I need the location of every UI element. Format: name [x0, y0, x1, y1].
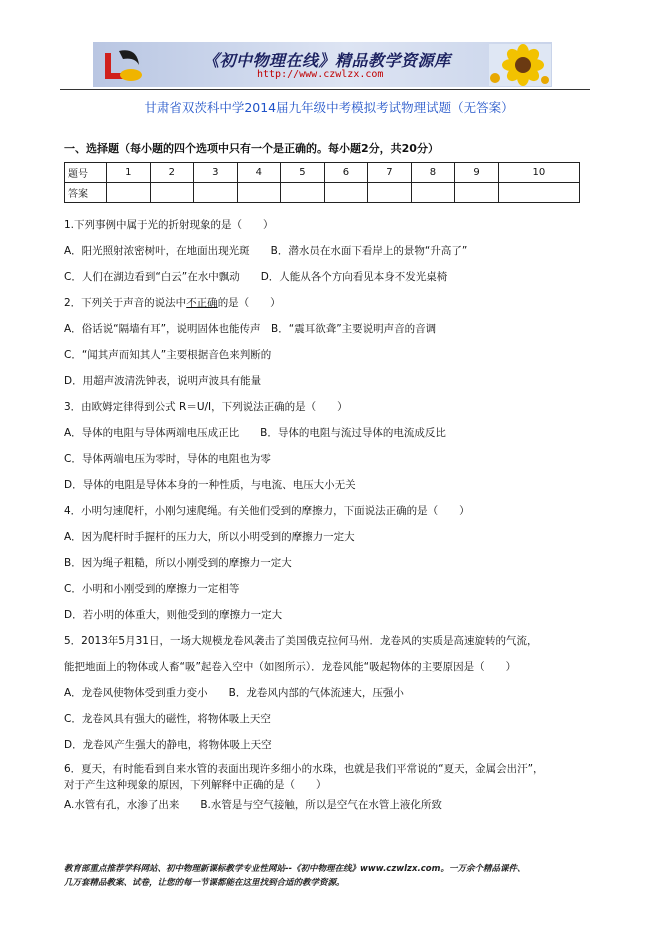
banner-url[interactable]: http://www.czwlzx.com: [257, 69, 384, 80]
answer-cell[interactable]: [411, 183, 455, 203]
q5-stem-line1: 5．2013年5月31日，一场大规模龙卷风袭击了美国俄克拉何马州．龙卷风的实质是高速旋转的气流，: [64, 635, 538, 647]
q6-stem-line1: 6．夏天，有时能看到自来水管的表面出现许多细小的水珠，也就是我们平常说的“夏天，金属会出汗”，: [64, 763, 544, 775]
answer-cell[interactable]: [281, 183, 325, 203]
question-number-cell: 5: [281, 163, 325, 183]
row-label-answer: 答案: [65, 183, 107, 203]
q2-stem-underlined: 不正确: [186, 297, 218, 309]
q4-option-c: C．小明和小刚受到的摩擦力一定相等: [64, 583, 240, 595]
q6-stem-line2: 对于产生这种现象的原因，下列解释中正确的是（ ）: [64, 779, 327, 791]
q2-option-d: D．用超声波清洗钟表，说明声波具有能量: [64, 375, 262, 387]
sunflower-icon: [489, 44, 551, 86]
question-number-cell: 7: [368, 163, 412, 183]
page-footer: [64, 862, 594, 890]
q1-options-cd: C．人们在湖边看到“白云”在水中飘动 D．人能从各个方向看见本身不发光桌椅: [64, 271, 448, 283]
q2-stem-post: 的是（ ）: [217, 297, 281, 309]
header-banner: [93, 42, 552, 87]
answer-table: [64, 162, 580, 203]
answer-cell[interactable]: [498, 183, 579, 203]
q3-option-d: D．导体的电阻是导体本身的一种性质，与电流、电压大小无关: [64, 479, 356, 491]
q5-options-ab: A．龙卷风使物体受到重力变小 B．龙卷风内部的气体流速大，压强小: [64, 687, 404, 699]
banner-title: 《初中物理在线》精品教学资源库: [203, 51, 451, 70]
table-row: [65, 183, 580, 203]
q3-option-c: C．导体两端电压为零时，导体的电阻也为零: [64, 453, 271, 465]
answer-cell[interactable]: [150, 183, 194, 203]
answer-cell[interactable]: [368, 183, 412, 203]
q3-stem: 3．由欧姆定律得到公式 R＝U/I，下列说法正确的是（ ）: [64, 401, 348, 413]
site-logo-icon: [97, 45, 145, 85]
q4-option-a: A．因为爬杆时手握杆的压力大，所以小明受到的摩擦力一定大: [64, 531, 355, 543]
question-number-cell: 4: [237, 163, 281, 183]
q1-options-ab: A．阳光照射浓密树叶，在地面出现光斑 B．潜水员在水面下看岸上的景物“升高了”: [64, 245, 468, 257]
question-number-cell: 1: [107, 163, 151, 183]
question-number-cell: 2: [150, 163, 194, 183]
answer-cell[interactable]: [324, 183, 368, 203]
answer-cell[interactable]: [455, 183, 499, 203]
question-number-cell: 9: [455, 163, 499, 183]
q2-option-c: C．“闻其声而知其人”主要根据音色来判断的: [64, 349, 272, 361]
q5-option-c: C．龙卷风具有强大的磁性，将物体吸上天空: [64, 713, 271, 725]
section-heading: 一、选择题（每小题的四个选项中只有一个是正确的。每小题2分，共20分）: [64, 142, 439, 155]
footer-line-1: 教育部重点推荐学科网站、初中物理新课标教学专业性网站--《初中物理在线》www.czwlzx.com。一万余个精品课件、: [64, 864, 526, 874]
q1-stem: 1.下列事例中属于光的折射现象的是（ ）: [64, 219, 274, 231]
row-label-number: 题号: [65, 163, 107, 183]
header-divider: [60, 89, 590, 90]
table-row: [65, 163, 580, 183]
q5-stem-line2: 能把地面上的物体或人畜“吸”起卷入空中（如图所示）．龙卷风能“吸起物体的主要原因是（ ）: [64, 661, 517, 673]
question-number-cell: 6: [324, 163, 368, 183]
q2-stem-pre: 2．下列关于声音的说法中: [64, 297, 187, 309]
q4-stem: 4．小明匀速爬杆，小刚匀速爬绳。有关他们受到的摩擦力，下面说法正确的是（ ）: [64, 505, 470, 517]
question-number-cell: 10: [498, 163, 579, 183]
q4-option-d: D．若小明的体重大，则他受到的摩擦力一定大: [64, 609, 283, 621]
answer-cell[interactable]: [194, 183, 238, 203]
document-title: 甘肃省双茨科中学2014届九年级中考模拟考试物理试题（无答案）: [144, 100, 514, 115]
q2-stem: [64, 296, 281, 310]
q5-option-d: D．龙卷风产生强大的静电，将物体吸上天空: [64, 739, 272, 751]
question-number-cell: 8: [411, 163, 455, 183]
answer-cell[interactable]: [107, 183, 151, 203]
q2-options-ab: A．俗话说“隔墙有耳”，说明固体也能传声 B．“震耳欲聋”主要说明声音的音调: [64, 323, 437, 335]
q6-options-ab: A.水管有孔，水渗了出来 B.水管是与空气接触，所以是空气在水管上液化所致: [64, 799, 442, 811]
q3-options-ab: A．导体的电阻与导体两端电压成正比 B．导体的电阻与流过导体的电流成反比: [64, 427, 446, 439]
answer-cell[interactable]: [237, 183, 281, 203]
footer-line-2: 几万套精品教案、试卷，让您的每一节课都能在这里找到合适的教学资源。: [64, 878, 345, 888]
q4-option-b: B．因为绳子粗糙，所以小刚受到的摩擦力一定大: [64, 557, 292, 569]
question-number-cell: 3: [194, 163, 238, 183]
